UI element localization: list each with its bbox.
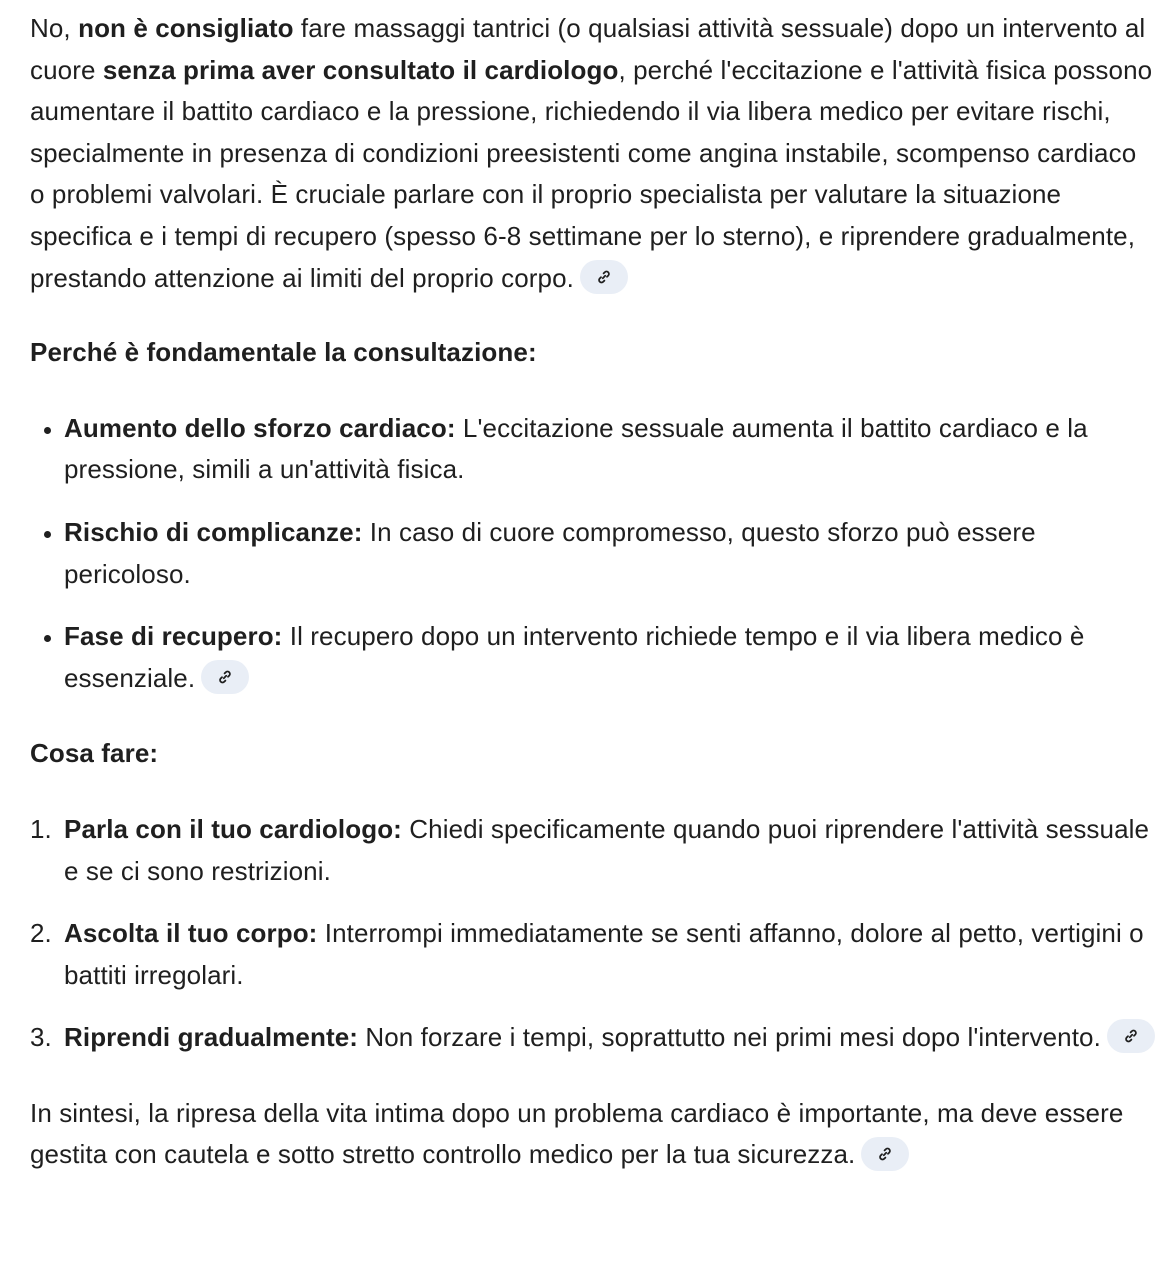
intro-bold-1: non è consigliato bbox=[78, 13, 294, 43]
link-icon bbox=[877, 1146, 893, 1162]
summary-text: In sintesi, la ripresa della vita intima dopo un problema cardiaco è importante, ma deve essere gestita con cautela e sotto stretto controllo medico per la tua sicurezza. bbox=[30, 1097, 1124, 1170]
list-item bbox=[64, 512, 1155, 595]
list-item bbox=[64, 408, 1155, 491]
list-item-number: 1. bbox=[30, 813, 52, 844]
link-icon bbox=[1123, 1028, 1139, 1044]
list-item-title: Riprendi gradualmente: bbox=[64, 1022, 359, 1053]
list-item-text: In caso di cuore compromesso, questo sforzo può essere pericoloso. bbox=[64, 516, 1036, 589]
list-item-title: Rischio di complicanze: bbox=[64, 516, 363, 547]
list-item bbox=[30, 809, 1155, 892]
intro-paragraph bbox=[30, 8, 1155, 299]
intro-text-1: No, bbox=[30, 13, 79, 43]
list-item-text: L'eccitazione sessuale aumenta il battito cardiaco e la pressione, simili a un'attività fisica. bbox=[64, 412, 1088, 485]
list-item bbox=[64, 616, 1155, 699]
consultation-reasons-list bbox=[30, 408, 1155, 700]
intro-text-2: fare massaggi tantrici (o qualsiasi attività sessuale) dopo un intervento al cuore bbox=[30, 13, 1146, 85]
summary-paragraph bbox=[30, 1093, 1155, 1176]
list-item-text: Il recupero dopo un intervento richiede tempo e il via libera medico è essenziale. bbox=[64, 621, 1085, 693]
link-icon bbox=[596, 269, 612, 285]
list-item-title: Ascolta il tuo corpo: bbox=[64, 918, 318, 949]
section-heading-what-to-do: Cosa fare: bbox=[30, 738, 159, 769]
source-link-chip[interactable] bbox=[1107, 1019, 1155, 1053]
source-link-chip[interactable] bbox=[201, 660, 249, 694]
list-item-text: Interrompi immediatamente se senti affanno, dolore al petto, vertigini o battiti irregolari. bbox=[64, 918, 1144, 990]
list-item bbox=[30, 1017, 1155, 1059]
list-item-text: Chiedi specificamente quando puoi riprendere l'attività sessuale e se ci sono restrizioni. bbox=[64, 813, 1150, 886]
list-item-number: 2. bbox=[30, 918, 52, 949]
source-link-chip[interactable] bbox=[861, 1137, 909, 1171]
link-icon bbox=[217, 669, 233, 685]
list-item bbox=[30, 913, 1155, 996]
what-to-do-list bbox=[30, 809, 1155, 1059]
list-item-title: Fase di recupero: bbox=[64, 621, 283, 652]
source-link-chip[interactable] bbox=[580, 260, 628, 294]
list-item-text: Non forzare i tempi, soprattutto nei primi mesi dopo l'intervento. bbox=[358, 1022, 1101, 1053]
list-item-title: Parla con il tuo cardiologo: bbox=[64, 813, 402, 844]
response-body bbox=[30, 8, 1155, 1176]
list-item-number: 3. bbox=[30, 1022, 52, 1053]
intro-text-3: , perché l'eccitazione e l'attività fisica possono aumentare il battito cardiaco e la pressione, richiedendo il via libera medico per evitare rischi, specialmente in presenza di condizioni preesistenti come angina instabile, scompenso cardiaco o problemi valvolari. È cruciale parlare con il proprio specialista per valutare la situazione specifica e i tempi di recupero (spesso 6-8 settimane per lo sterno), e riprendere gradualmente, prestando attenzione ai limiti del proprio corpo. bbox=[30, 54, 1153, 293]
list-item-title: Aumento dello sforzo cardiaco: bbox=[64, 412, 456, 443]
section-heading-consultation: Perché è fondamentale la consultazione: bbox=[30, 337, 537, 368]
intro-bold-2: senza prima aver consultato il cardiologo bbox=[102, 54, 619, 85]
